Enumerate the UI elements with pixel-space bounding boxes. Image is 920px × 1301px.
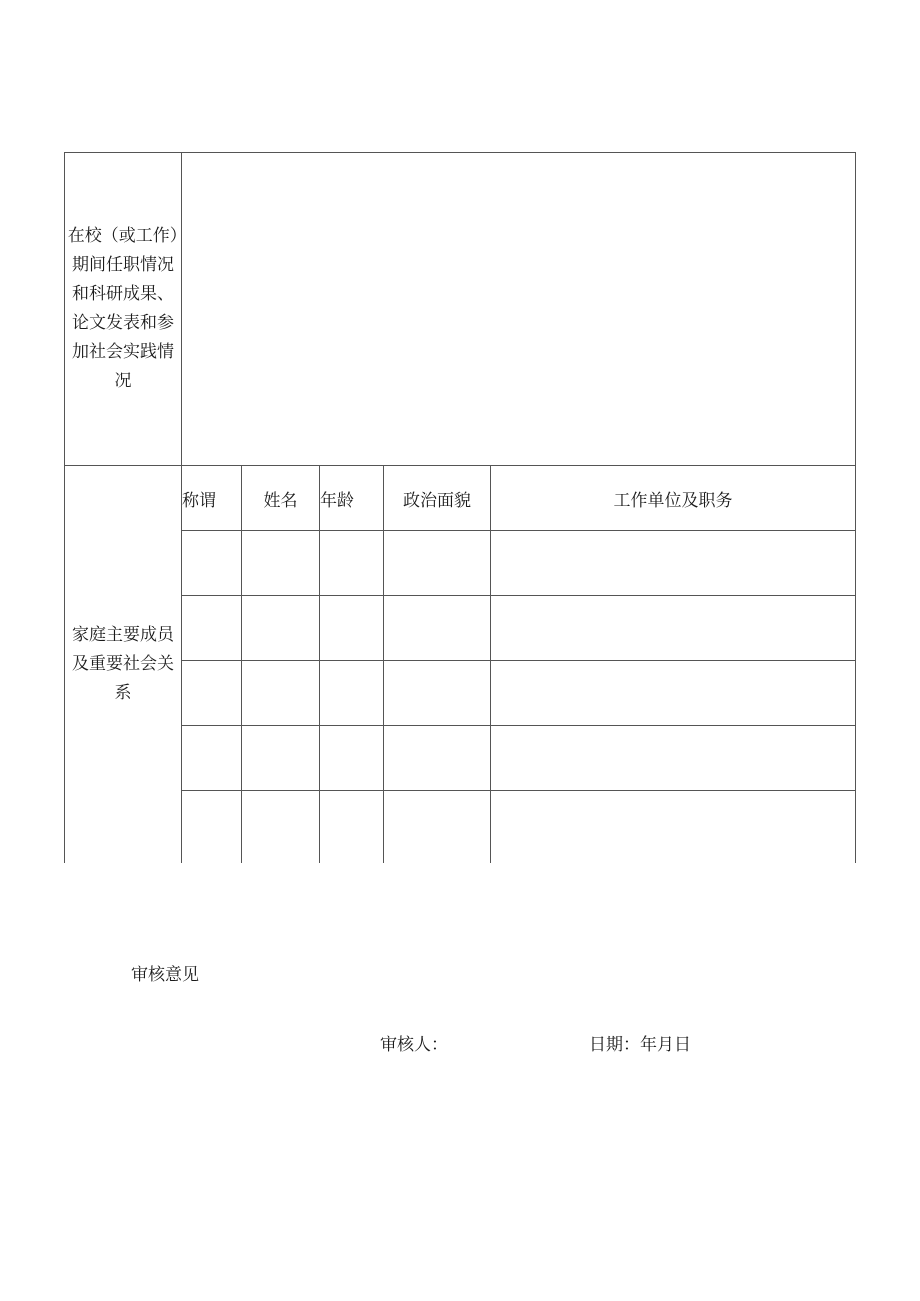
header-relation: 称谓 — [182, 466, 242, 531]
date-label: 日期：年月日 — [589, 1035, 691, 1055]
family-row — [65, 531, 856, 596]
application-form-table — [64, 152, 856, 863]
relation-cell[interactable] — [182, 726, 242, 791]
relation-cell[interactable] — [182, 596, 242, 661]
header-workplace-position: 工作单位及职务 — [491, 466, 856, 531]
workplace-cell[interactable] — [491, 791, 856, 864]
age-cell[interactable] — [320, 531, 384, 596]
family-label: 家庭主要成员及重要社会关系 — [72, 625, 174, 703]
experience-label: 在校（或工作）期间任职情况和科研成果、论文发表和参加社会实践情况 — [67, 226, 179, 391]
experience-content-cell[interactable] — [182, 153, 856, 466]
workplace-cell[interactable] — [491, 531, 856, 596]
age-cell[interactable] — [320, 791, 384, 864]
political-status-cell[interactable] — [384, 531, 491, 596]
header-political-status: 政治面貌 — [384, 466, 491, 531]
relation-cell[interactable] — [182, 661, 242, 726]
family-header-row — [65, 466, 856, 531]
age-cell[interactable] — [320, 726, 384, 791]
header-age: 年龄 — [320, 466, 384, 531]
experience-label-cell — [65, 153, 182, 466]
header-name: 姓名 — [242, 466, 320, 531]
workplace-cell[interactable] — [491, 661, 856, 726]
workplace-cell[interactable] — [491, 596, 856, 661]
political-status-cell[interactable] — [384, 661, 491, 726]
relation-cell[interactable] — [182, 531, 242, 596]
workplace-cell[interactable] — [491, 726, 856, 791]
age-cell[interactable] — [320, 661, 384, 726]
name-cell[interactable] — [242, 531, 320, 596]
political-status-cell[interactable] — [384, 596, 491, 661]
name-cell[interactable] — [242, 661, 320, 726]
political-status-cell[interactable] — [384, 791, 491, 864]
political-status-cell[interactable] — [384, 726, 491, 791]
age-cell[interactable] — [320, 596, 384, 661]
family-row — [65, 596, 856, 661]
family-row — [65, 726, 856, 791]
family-row — [65, 661, 856, 726]
name-cell[interactable] — [242, 596, 320, 661]
relation-cell[interactable] — [182, 791, 242, 864]
name-cell[interactable] — [242, 791, 320, 864]
family-row — [65, 791, 856, 864]
name-cell[interactable] — [242, 726, 320, 791]
review-opinion-title: 审核意见 — [131, 965, 199, 985]
reviewer-label: 审核人： — [380, 1035, 448, 1055]
family-label-cell — [65, 466, 182, 864]
experience-row — [65, 153, 856, 466]
